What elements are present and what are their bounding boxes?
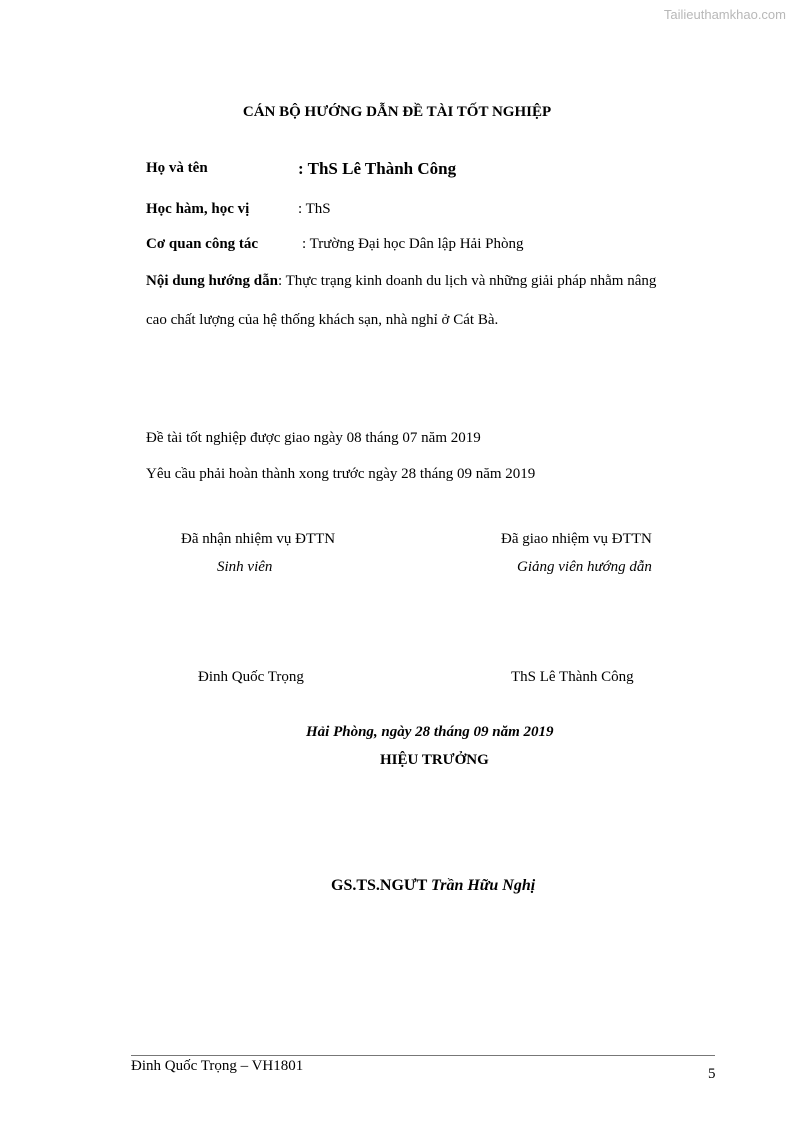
- page-title: CÁN BỘ HƯỚNG DẪN ĐỀ TÀI TỐT NGHIỆP: [242, 104, 552, 120]
- content-line: [146, 273, 656, 290]
- left-sign-role: Sinh viên: [217, 559, 273, 575]
- left-sign-name: Đinh Quốc Trọng: [198, 669, 304, 685]
- right-sign-line1: Đã giao nhiệm vụ ĐTTN: [501, 531, 652, 547]
- content-value-2: cao chất lượng của hệ thống khách sạn, nhà nghỉ ở Cát Bà.: [146, 312, 499, 328]
- degree-label: Học hàm, học vị: [146, 201, 250, 217]
- footer-divider: [131, 1055, 715, 1056]
- principal-signature: [331, 877, 535, 895]
- watermark: Tailieuthamkhao.com: [663, 7, 786, 22]
- org-label: Cơ quan công tác: [146, 236, 259, 252]
- name-value: : ThS Lê Thành Công: [298, 159, 457, 178]
- place-date: Hải Phòng, ngày 28 tháng 09 năm 2019: [306, 724, 554, 740]
- principal-prefix: GS.TS.NGƯT: [331, 877, 428, 894]
- principal-title: HIỆU TRƯỞNG: [380, 752, 489, 768]
- principal-name: Trần Hữu Nghị: [431, 877, 536, 894]
- right-sign-role: Giảng viên hướng dẫn: [517, 559, 652, 575]
- left-sign-line1: Đã nhận nhiệm vụ ĐTTN: [181, 531, 336, 547]
- content-value: : Thực trạng kinh doanh du lịch và những giải pháp nhằm nâng: [277, 273, 657, 289]
- due-date: Yêu cầu phải hoàn thành xong trước ngày 28 tháng 09 năm 2019: [146, 466, 536, 482]
- assigned-date: Đề tài tốt nghiệp được giao ngày 08 tháng 07 năm 2019: [146, 430, 481, 446]
- org-value: : Trường Đại học Dân lập Hải Phòng: [302, 236, 524, 252]
- name-label: Họ và tên: [146, 160, 208, 176]
- content-label: Nội dung hướng dẫn: [146, 273, 278, 289]
- degree-value: : ThS: [298, 201, 331, 217]
- page-number: 5: [708, 1066, 716, 1082]
- footer-author: Đinh Quốc Trọng – VH1801: [131, 1058, 304, 1074]
- right-sign-name: ThS Lê Thành Công: [511, 669, 634, 685]
